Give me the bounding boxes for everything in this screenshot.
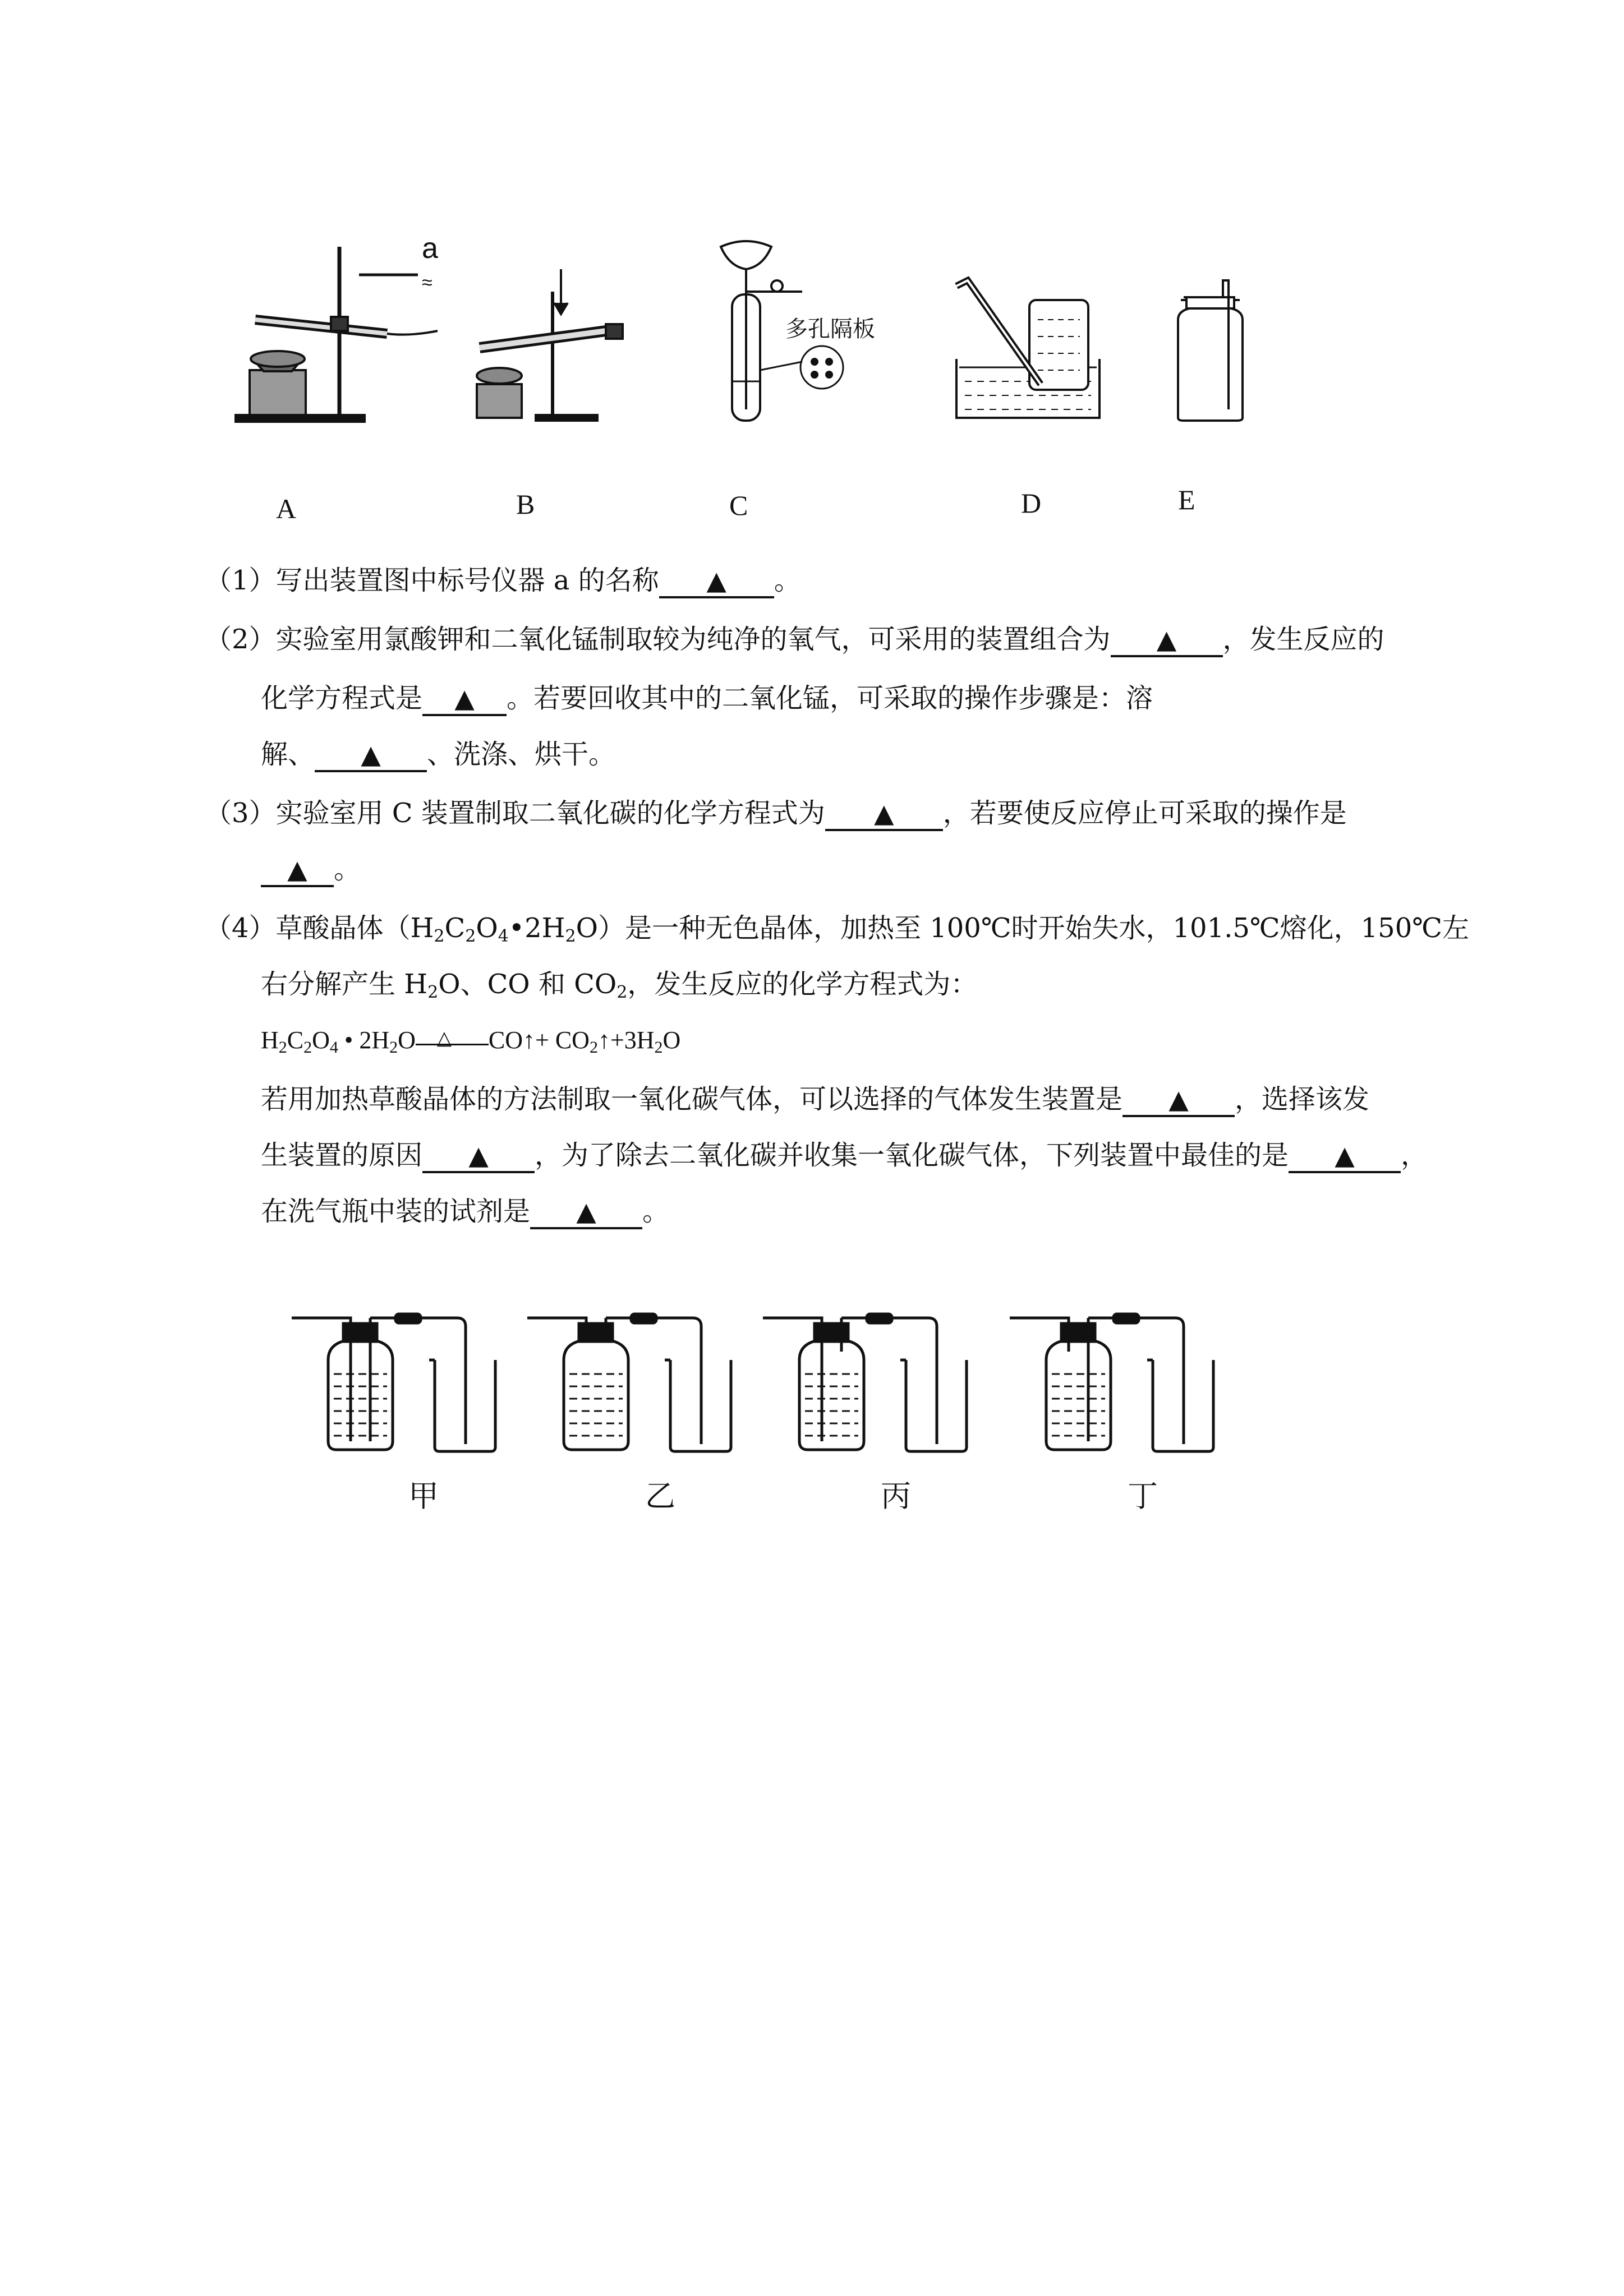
q1-line: （1）写出装置图中标号仪器 a 的名称 ▲ 。 bbox=[205, 561, 801, 600]
washing-bottles-figure bbox=[292, 1307, 1257, 1469]
setup-bing bbox=[763, 1314, 967, 1451]
label-bing: 丙 bbox=[881, 1478, 911, 1514]
setup-jia bbox=[292, 1314, 495, 1451]
apparatus-c bbox=[721, 241, 875, 421]
q1-text: （1）写出装置图中标号仪器 a 的名称 bbox=[205, 565, 659, 596]
q2-blank-2[interactable]: ▲ bbox=[422, 683, 507, 716]
apparatus-figure bbox=[224, 224, 1279, 437]
apparatus-d bbox=[956, 280, 1099, 418]
q4-line4: 若用加热草酸晶体的方法制取一氧化碳气体，可以选择的气体发生装置是 ▲ ，选择该发 bbox=[261, 1080, 1369, 1119]
q2-line1: （2）实验室用氯酸钾和二氧化锰制取较为纯净的氧气，可采用的装置组合为 ▲ ，发生反应的 bbox=[205, 620, 1384, 659]
q4-line5: 生装置的原因 ▲ ，为了除去二氧化碳并收集一氧化碳气体，下列装置中最佳的是 ▲ ， bbox=[261, 1136, 1428, 1175]
setup-yi bbox=[527, 1314, 731, 1451]
svg-text:≈: ≈ bbox=[422, 272, 433, 293]
q4-blank-4[interactable]: ▲ bbox=[530, 1196, 642, 1229]
q3-line1: （3）实验室用 C 装置制取二氧化碳的化学方程式为 ▲ ，若要使反应停止可采取的操作是 bbox=[205, 794, 1347, 833]
label-A: A bbox=[276, 493, 297, 524]
q4-line2: 右分解产生 $H_2O$、CO 和 $CO_2$，发生反应的化学方程式为： bbox=[261, 969, 978, 1002]
label-a: a bbox=[422, 232, 438, 265]
label-ding: 丁 bbox=[1128, 1478, 1158, 1514]
apparatus-b bbox=[477, 269, 623, 421]
q4-blank-2[interactable]: ▲ bbox=[422, 1140, 535, 1173]
q4-blank-1[interactable]: ▲ bbox=[1122, 1084, 1235, 1117]
apparatus-e bbox=[1178, 280, 1243, 421]
porous-plate-label: 多孔隔板 bbox=[785, 316, 875, 342]
label-D: D bbox=[1021, 487, 1042, 519]
q2-line3: 解、 ▲ 、洗涤、烘干。 bbox=[261, 735, 615, 774]
label-jia: 甲 bbox=[408, 1478, 439, 1514]
q4-line6: 在洗气瓶中装的试剂是 ▲ 。 bbox=[261, 1192, 669, 1231]
setup-ding bbox=[1010, 1314, 1213, 1451]
q3-blank-1[interactable]: ▲ bbox=[825, 797, 943, 831]
label-C: C bbox=[729, 490, 748, 521]
q2-blank-3[interactable]: ▲ bbox=[315, 739, 427, 772]
q2-line2: 化学方程式是 ▲ 。若要回收其中的二氧化锰，可采取的操作步骤是：溶 bbox=[261, 679, 1153, 718]
q4-line1: （4）草酸晶体$(H_2C_2O_4•2H_2O)$是一种无色晶体，加热至 100℃时开始失水，101.5℃熔化，150℃左 bbox=[205, 912, 1469, 946]
label-yi: 乙 bbox=[645, 1478, 675, 1514]
q3-line2: ▲ 。 bbox=[261, 850, 361, 889]
q2-blank-1[interactable]: ▲ bbox=[1111, 624, 1223, 657]
heat-condition: △ bbox=[416, 1031, 489, 1054]
q4-equation: $H_2C_2O_4$ • $2H_2O$ △ CO↑+ $CO_2↑+3H_2O$ bbox=[261, 1026, 681, 1057]
label-E: E bbox=[1178, 484, 1195, 515]
q1-blank[interactable]: ▲ bbox=[659, 565, 774, 598]
q3-blank-2[interactable]: ▲ bbox=[261, 854, 334, 887]
q4-blank-3[interactable]: ▲ bbox=[1289, 1140, 1401, 1173]
apparatus-a bbox=[236, 232, 438, 422]
label-B: B bbox=[516, 488, 535, 520]
